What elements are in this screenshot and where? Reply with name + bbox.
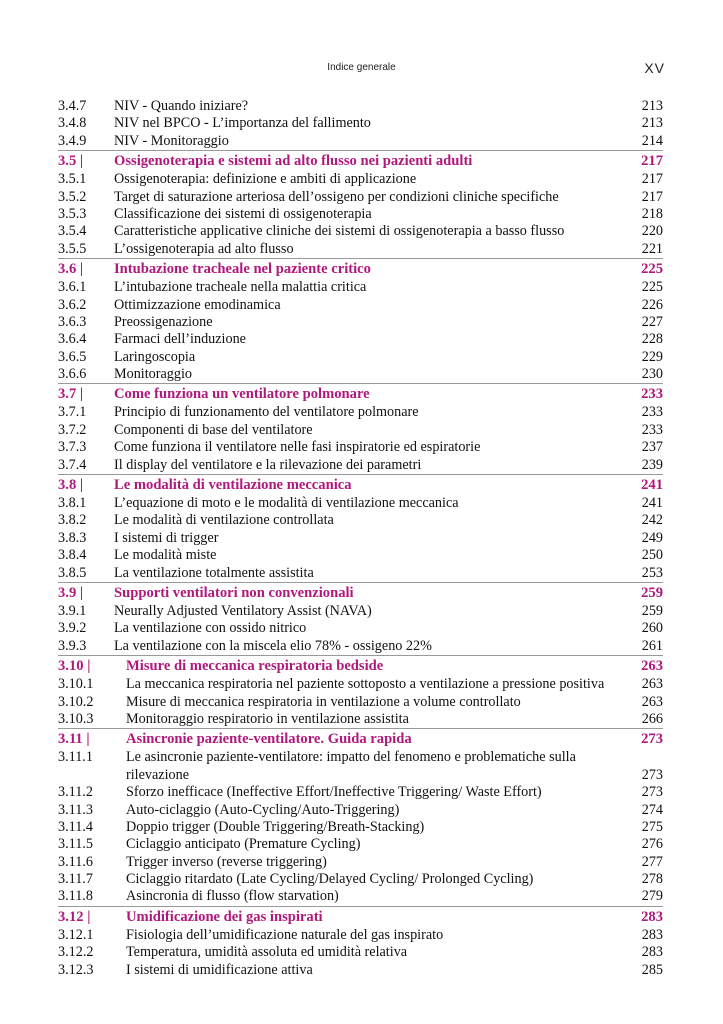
toc-entry-number: 3.12.2 <box>58 944 94 961</box>
toc-entry-page: 233 <box>641 421 663 438</box>
toc-entry-page: 239 <box>641 456 663 473</box>
toc-entry-page: 220 <box>641 223 663 240</box>
toc-entry-number: 3.11.1 <box>58 749 93 766</box>
toc-entry <box>58 547 663 564</box>
toc-entry <box>58 854 663 871</box>
toc-entry <box>58 711 663 728</box>
toc-entry-page: 274 <box>641 801 663 818</box>
toc-entry-title: La ventilazione con ossido nitrico <box>114 620 307 637</box>
toc-entry-title: Le modalità miste <box>114 547 217 564</box>
toc-entry-number: 3.5.2 <box>58 188 87 205</box>
toc-entry-number: 3.11.5 <box>58 836 93 853</box>
toc-entry-title: Ciclaggio ritardato (Late Cycling/Delayed Cycling/ Prolonged Cycling) <box>126 871 534 888</box>
header-title: Indice generale <box>327 62 396 73</box>
toc-entry <box>58 603 663 620</box>
toc-entry <box>58 439 663 456</box>
toc-entry-title: NIV - Quando iniziare? <box>114 98 249 114</box>
toc-entry-page: 278 <box>641 871 663 888</box>
toc-entry <box>58 620 663 637</box>
toc-entry <box>58 297 663 314</box>
toc-entry-number: 3.5.3 <box>58 205 87 222</box>
toc-entry-page: 259 <box>641 602 663 619</box>
toc-section-heading <box>58 906 663 927</box>
toc-entry-number: 3.4.8 <box>58 115 87 132</box>
toc-entry-page: 227 <box>641 313 663 330</box>
table-of-contents <box>58 98 663 979</box>
toc-entry-title: Caratteristiche applicative cliniche dei sistemi di ossigenoterapia a basso flusso <box>114 223 565 240</box>
toc-entry-page: 230 <box>641 366 663 383</box>
toc-entry <box>58 422 663 439</box>
toc-entry-title: Ciclaggio anticipato (Premature Cycling) <box>126 836 361 853</box>
toc-entry-page: 225 <box>641 279 663 296</box>
toc-entry <box>58 171 663 188</box>
header-page-number: XV <box>644 60 665 76</box>
toc-entry-title: Sforzo inefficace (Ineffective Effort/Ineffective Triggering/ Waste Effort) <box>126 784 542 801</box>
toc-entry-page: 273 <box>641 731 663 748</box>
toc-entry-page: 259 <box>641 584 663 601</box>
toc-entry-number: 3.6.1 <box>58 279 87 296</box>
toc-entry-page: 263 <box>641 658 663 675</box>
toc-entry-page: 276 <box>641 836 663 853</box>
toc-entry-number: 3.12 | <box>58 908 91 925</box>
toc-entry <box>58 279 663 296</box>
toc-entry-page: 221 <box>641 240 663 257</box>
toc-entry <box>58 133 663 150</box>
toc-entry-page: 233 <box>641 404 663 421</box>
toc-entry-number: 3.9.3 <box>58 637 87 654</box>
toc-entry-page: 213 <box>641 115 663 132</box>
toc-entry-page: 213 <box>641 98 663 114</box>
toc-entry <box>58 836 663 853</box>
toc-entry-page: 260 <box>641 620 663 637</box>
toc-entry-title: L’equazione di moto e le modalità di ventilazione meccanica <box>114 495 459 512</box>
toc-entry-number: 3.7.4 <box>58 456 87 473</box>
toc-entry-title: Classificazione dei sistemi di ossigenoterapia <box>114 205 372 222</box>
toc-entry-number: 3.11.8 <box>58 888 93 905</box>
toc-entry-number: 3.8 | <box>58 477 84 494</box>
toc-entry-title: La ventilazione con la miscela elio 78% - ossigeno 22% <box>114 637 432 654</box>
toc-entry-title: Farmaci dell’induzione <box>114 331 246 348</box>
toc-entry-page: 285 <box>641 961 663 978</box>
toc-entry <box>58 314 663 331</box>
toc-entry-number: 3.8.3 <box>58 529 87 546</box>
toc-entry-number: 3.4.9 <box>58 132 87 149</box>
toc-entry-page: 275 <box>641 818 663 835</box>
toc-entry-title: Asincronie paziente-ventilatore. Guida rapida <box>126 731 412 748</box>
toc-entry <box>58 694 663 711</box>
toc-entry-page: 249 <box>641 529 663 546</box>
toc-entry-number: 3.6.2 <box>58 296 87 313</box>
toc-entry-title: Trigger inverso (reverse triggering) <box>126 853 327 870</box>
toc-entry-title: I sistemi di umidificazione attiva <box>126 961 313 978</box>
toc-entry <box>58 784 663 801</box>
toc-entry-number: 3.8.4 <box>58 547 87 564</box>
toc-entry-page: 217 <box>641 188 663 205</box>
toc-entry-number: 3.8.2 <box>58 512 87 529</box>
toc-entry-title: Il display del ventilatore e la rilevazione dei parametri <box>114 456 422 473</box>
toc-entry-page: 273 <box>641 784 663 801</box>
toc-entry <box>58 241 663 258</box>
toc-entry-number: 3.11.7 <box>58 871 93 888</box>
toc-entry-title: L’ossigenoterapia ad alto flusso <box>114 240 294 257</box>
toc-entry-page: 266 <box>641 710 663 727</box>
toc-entry-title: Le asincronie paziente-ventilatore: impatto del fenomeno e problematiche sulla rilevazione <box>126 749 576 783</box>
toc-entry-page: 263 <box>641 693 663 710</box>
toc-entry-number: 3.11 | <box>58 731 90 748</box>
toc-entry-number: 3.6 | <box>58 261 84 278</box>
toc-entry-page: 273 <box>641 766 663 783</box>
toc-entry-page: 225 <box>641 261 663 278</box>
toc-entry-title: Asincronia di flusso (flow starvation) <box>126 888 339 905</box>
toc-entry-number: 3.5 | <box>58 153 84 170</box>
toc-entry-title: NIV - Monitoraggio <box>114 132 229 149</box>
toc-entry-title: Ossigenoterapia e sistemi ad alto flusso nei pazienti adulti <box>114 153 473 170</box>
toc-entry-page: 233 <box>641 386 663 403</box>
toc-entry <box>58 565 663 582</box>
toc-entry-number: 3.8.1 <box>58 495 87 512</box>
toc-entry-title: Monitoraggio respiratorio in ventilazione assistita <box>126 710 409 727</box>
toc-entry-number: 3.9.1 <box>58 602 87 619</box>
toc-section-heading <box>58 383 663 404</box>
toc-entry-number: 3.6.3 <box>58 313 87 330</box>
toc-entry-page: 241 <box>641 495 663 512</box>
toc-entry-page: 229 <box>641 348 663 365</box>
toc-entry <box>58 871 663 888</box>
toc-section-heading <box>58 728 663 749</box>
toc-entry-page: 214 <box>641 132 663 149</box>
running-header <box>0 60 723 80</box>
toc-entry-title: Principio di funzionamento del ventilatore polmonare <box>114 404 419 421</box>
toc-entry-title: Laringoscopia <box>114 348 196 365</box>
toc-entry-number: 3.11.2 <box>58 784 93 801</box>
toc-entry-number: 3.6.4 <box>58 331 87 348</box>
toc-entry-title: Monitoraggio <box>114 366 193 383</box>
toc-entry-title: Come funziona il ventilatore nelle fasi inspiratorie ed espiratorie <box>114 439 481 456</box>
toc-entry-number: 3.11.3 <box>58 801 93 818</box>
toc-entry-title: I sistemi di trigger <box>114 529 219 546</box>
toc-section-heading <box>58 655 663 676</box>
toc-entry-number: 3.7 | <box>58 386 84 403</box>
toc-entry <box>58 331 663 348</box>
toc-entry-page: 283 <box>641 908 663 925</box>
toc-entry-page: 277 <box>641 853 663 870</box>
toc-entry-title: Ossigenoterapia: definizione e ambiti di applicazione <box>114 171 417 188</box>
toc-section-heading <box>58 582 663 603</box>
toc-entry-number: 3.5.5 <box>58 240 87 257</box>
toc-section-heading <box>58 150 663 171</box>
toc-entry-title: Come funziona un ventilatore polmonare <box>114 386 370 403</box>
toc-entry <box>58 457 663 474</box>
toc-entry-number: 3.10.2 <box>58 693 94 710</box>
toc-entry-page: 241 <box>641 477 663 494</box>
toc-entry-title: La meccanica respiratoria nel paziente sottoposto a ventilazione a pressione positiva <box>126 676 605 693</box>
toc-entry-title: L’intubazione tracheale nella malattia critica <box>114 279 367 296</box>
toc-entry <box>58 676 663 693</box>
toc-entry-page: 283 <box>641 926 663 943</box>
toc-entry-number: 3.7.2 <box>58 421 87 438</box>
toc-entry-number: 3.5.1 <box>58 171 87 188</box>
toc-entry-page: 263 <box>641 676 663 693</box>
toc-entry-title: Preossigenazione <box>114 313 213 330</box>
toc-entry-page: 283 <box>641 944 663 961</box>
toc-entry-title: Supporti ventilatori non convenzionali <box>114 584 354 601</box>
toc-entry-title: Fisiologia dell’umidificazione naturale del gas inspirato <box>126 926 444 943</box>
toc-entry <box>58 349 663 366</box>
toc-entry-title: Temperatura, umidità assoluta ed umidità relativa <box>126 944 408 961</box>
toc-entry-number: 3.4.7 <box>58 98 87 114</box>
toc-entry-page: 250 <box>641 547 663 564</box>
toc-entry-title: La ventilazione totalmente assistita <box>114 564 314 581</box>
toc-entry-title: Intubazione tracheale nel paziente critico <box>114 261 371 278</box>
toc-entry <box>58 115 663 132</box>
toc-entry-number: 3.12.1 <box>58 926 94 943</box>
toc-entry <box>58 802 663 819</box>
toc-entry-number: 3.8.5 <box>58 564 87 581</box>
toc-entry-number: 3.10.3 <box>58 710 94 727</box>
toc-entry-number: 3.12.3 <box>58 961 94 978</box>
toc-entry-number: 3.6.6 <box>58 366 87 383</box>
toc-entry <box>58 495 663 512</box>
toc-entry <box>58 749 663 784</box>
toc-entry-title: Misure di meccanica respiratoria bedside <box>126 658 384 675</box>
toc-entry-number: 3.9.2 <box>58 620 87 637</box>
toc-entry-number: 3.7.1 <box>58 404 87 421</box>
toc-entry-number: 3.11.4 <box>58 818 93 835</box>
toc-entry-title: Auto-ciclaggio (Auto-Cycling/Auto-Triggering) <box>126 801 400 818</box>
toc-entry <box>58 404 663 421</box>
toc-entry-title: NIV nel BPCO - L’importanza del fallimento <box>114 115 371 132</box>
toc-entry-title: Target di saturazione arteriosa dell’ossigeno per condizioni cliniche specifiche <box>114 188 559 205</box>
toc-entry-number: 3.6.5 <box>58 348 87 365</box>
toc-entry-title: Componenti di base del ventilatore <box>114 421 313 438</box>
toc-entry <box>58 98 663 115</box>
toc-entry <box>58 888 663 905</box>
toc-entry-page: 226 <box>641 296 663 313</box>
toc-entry <box>58 819 663 836</box>
toc-entry-page: 228 <box>641 331 663 348</box>
toc-entry-title: Doppio trigger (Double Triggering/Breath-Stacking) <box>126 818 425 835</box>
toc-entry-title: Umidificazione dei gas inspirati <box>126 908 323 925</box>
toc-entry-page: 217 <box>641 171 663 188</box>
toc-entry-page: 279 <box>641 888 663 905</box>
toc-entry-page: 237 <box>641 439 663 456</box>
toc-entry-page: 242 <box>641 512 663 529</box>
toc-entry <box>58 189 663 206</box>
toc-entry-number: 3.9 | <box>58 584 84 601</box>
toc-entry <box>58 638 663 655</box>
toc-entry-title: Misure di meccanica respiratoria in ventilazione a volume controllato <box>126 693 521 710</box>
toc-entry <box>58 944 663 961</box>
toc-entry-page: 218 <box>641 205 663 222</box>
toc-entry-page: 253 <box>641 564 663 581</box>
toc-entry <box>58 366 663 383</box>
toc-entry <box>58 223 663 240</box>
toc-section-heading <box>58 258 663 279</box>
toc-entry-number: 3.10.1 <box>58 676 94 693</box>
toc-entry <box>58 927 663 944</box>
toc-entry-number: 3.5.4 <box>58 223 87 240</box>
toc-entry-page: 261 <box>641 637 663 654</box>
toc-entry-number: 3.11.6 <box>58 853 93 870</box>
toc-entry-title: Le modalità di ventilazione controllata <box>114 512 334 529</box>
toc-entry-title: Le modalità di ventilazione meccanica <box>114 477 352 494</box>
toc-entry-title: Ottimizzazione emodinamica <box>114 296 281 313</box>
toc-entry-number: 3.10 | <box>58 658 91 675</box>
toc-entry <box>58 530 663 547</box>
toc-entry <box>58 512 663 529</box>
toc-section-heading <box>58 474 663 495</box>
toc-entry-number: 3.7.3 <box>58 439 87 456</box>
toc-entry-page: 217 <box>641 153 663 170</box>
toc-entry <box>58 206 663 223</box>
toc-entry-title: Neurally Adjusted Ventilatory Assist (NAVA) <box>114 602 372 619</box>
toc-entry <box>58 962 663 979</box>
